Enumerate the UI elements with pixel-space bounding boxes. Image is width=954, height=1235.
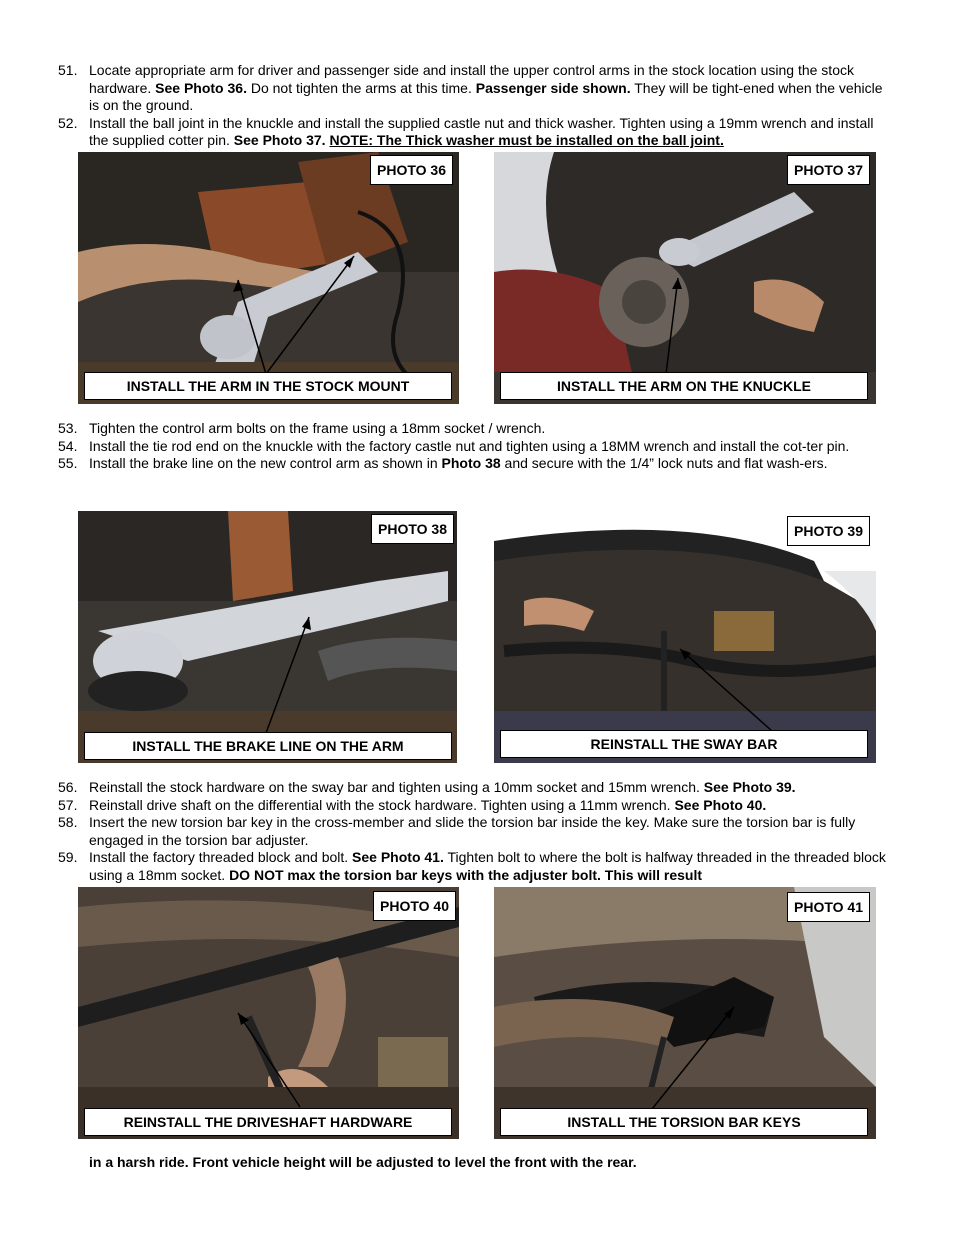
steps-56-59	[58, 779, 896, 884]
steps-51-52	[58, 62, 896, 150]
step-text: See Photo 36.	[155, 79, 247, 96]
step-text: They will be tight-ened when the vehicle is on the ground.	[89, 79, 883, 113]
photo-39-label: PHOTO 39	[787, 516, 870, 546]
photo-39-image	[494, 511, 876, 763]
step-59-continuation: in a harsh ride. Front vehicle height will be adjusted to level the front with the rear.	[89, 1154, 637, 1170]
step-number: 55.	[58, 455, 78, 471]
step-item	[58, 438, 896, 456]
step-number: 57.	[58, 796, 78, 813]
photo-37	[494, 152, 876, 404]
photo-38	[78, 511, 457, 763]
step-item	[58, 814, 896, 849]
step-item	[58, 797, 896, 815]
photo-39-caption: REINSTALL THE SWAY BAR	[500, 730, 868, 758]
steps-53-55	[58, 420, 896, 473]
step-text: Passenger side shown.	[475, 79, 631, 96]
step-item	[58, 115, 896, 150]
photo-38-image	[78, 511, 457, 763]
step-text: See Photo 40.	[674, 796, 767, 813]
photo-41-label: PHOTO 41	[787, 892, 870, 922]
step-number: 58.	[58, 814, 78, 830]
step-text: Install the tie rod end on the knuckle with the factory castle nut and tighten using a 18MM wrench and install the cot-ter pin.	[89, 437, 850, 454]
step-item	[58, 849, 896, 884]
step-text: NOTE: The Thick washer must be installed on the ball joint.	[329, 132, 724, 148]
step-text: See Photo 39.	[703, 779, 796, 795]
step-number: 51.	[58, 62, 78, 78]
photo-36-image	[78, 152, 459, 404]
photo-36	[78, 152, 459, 404]
photo-37-image	[494, 152, 876, 404]
photo-41-caption: INSTALL THE TORSION BAR KEYS	[500, 1108, 868, 1136]
step-text: Install the brake line on the new control arm as shown in	[89, 455, 442, 471]
step-number: 52.	[58, 114, 78, 131]
step-text: Locate appropriate arm for driver and passenger side and install the upper control arms in the stock location using the stock hardware.	[89, 62, 854, 96]
photo-40	[78, 887, 459, 1139]
step-text: Insert the new torsion bar key in the cross-member and slide the torsion bar inside the key. Make sure the torsion bar is fully engaged in the torsion bar adjuster.	[89, 814, 856, 848]
step-item	[58, 62, 896, 115]
photo-38-caption: INSTALL THE BRAKE LINE ON THE ARM	[84, 732, 452, 760]
photo-39	[494, 511, 876, 763]
photo-37-caption: INSTALL THE ARM ON THE KNUCKLE	[500, 372, 868, 400]
step-number: 59.	[58, 849, 78, 865]
photo-40-image	[78, 887, 459, 1139]
step-text: Tighten the control arm bolts on the frame using a 18mm socket / wrench.	[89, 420, 546, 436]
photo-41	[494, 887, 876, 1139]
step-item	[58, 420, 896, 438]
step-number: 53.	[58, 420, 78, 436]
step-text: See Photo 37.	[233, 132, 326, 148]
step-text: Tighten bolt to where the bolt is halfway threaded in the threaded block using a 18mm socket.	[89, 849, 886, 883]
step-text: Install the factory threaded block and bolt.	[89, 849, 353, 865]
step-text: Reinstall drive shaft on the differential with the stock hardware. Tighten using a 11mm wrench.	[89, 796, 675, 813]
photo-40-caption: REINSTALL THE DRIVESHAFT HARDWARE	[84, 1108, 452, 1136]
step-text: Reinstall the stock hardware on the sway bar and tighten using a 10mm socket and 15mm wrench.	[89, 779, 704, 795]
step-item	[58, 455, 896, 473]
photo-40-label: PHOTO 40	[373, 891, 456, 921]
photo-41-image	[494, 887, 876, 1139]
step-text: Photo 38	[441, 455, 501, 471]
step-text: DO NOT max the torsion bar keys with the adjuster bolt. This will result	[229, 866, 703, 883]
step-text: Do not tighten the arms at this time.	[246, 79, 476, 96]
step-text: See Photo 41.	[352, 849, 444, 865]
step-number: 56.	[58, 779, 78, 795]
step-text: and secure with the 1/4” lock nuts and flat wash-ers.	[500, 455, 828, 471]
photo-38-label: PHOTO 38	[371, 514, 454, 544]
photo-37-label: PHOTO 37	[787, 155, 870, 185]
step-number: 54.	[58, 437, 78, 454]
photo-36-caption: INSTALL THE ARM IN THE STOCK MOUNT	[84, 372, 452, 400]
photo-36-label: PHOTO 36	[370, 155, 453, 185]
step-item	[58, 779, 896, 797]
step-text: Install the ball joint in the knuckle and install the supplied castle nut and thick washer. Tighten using a 19mm wrench and install the supplied cotter pin.	[89, 114, 874, 148]
